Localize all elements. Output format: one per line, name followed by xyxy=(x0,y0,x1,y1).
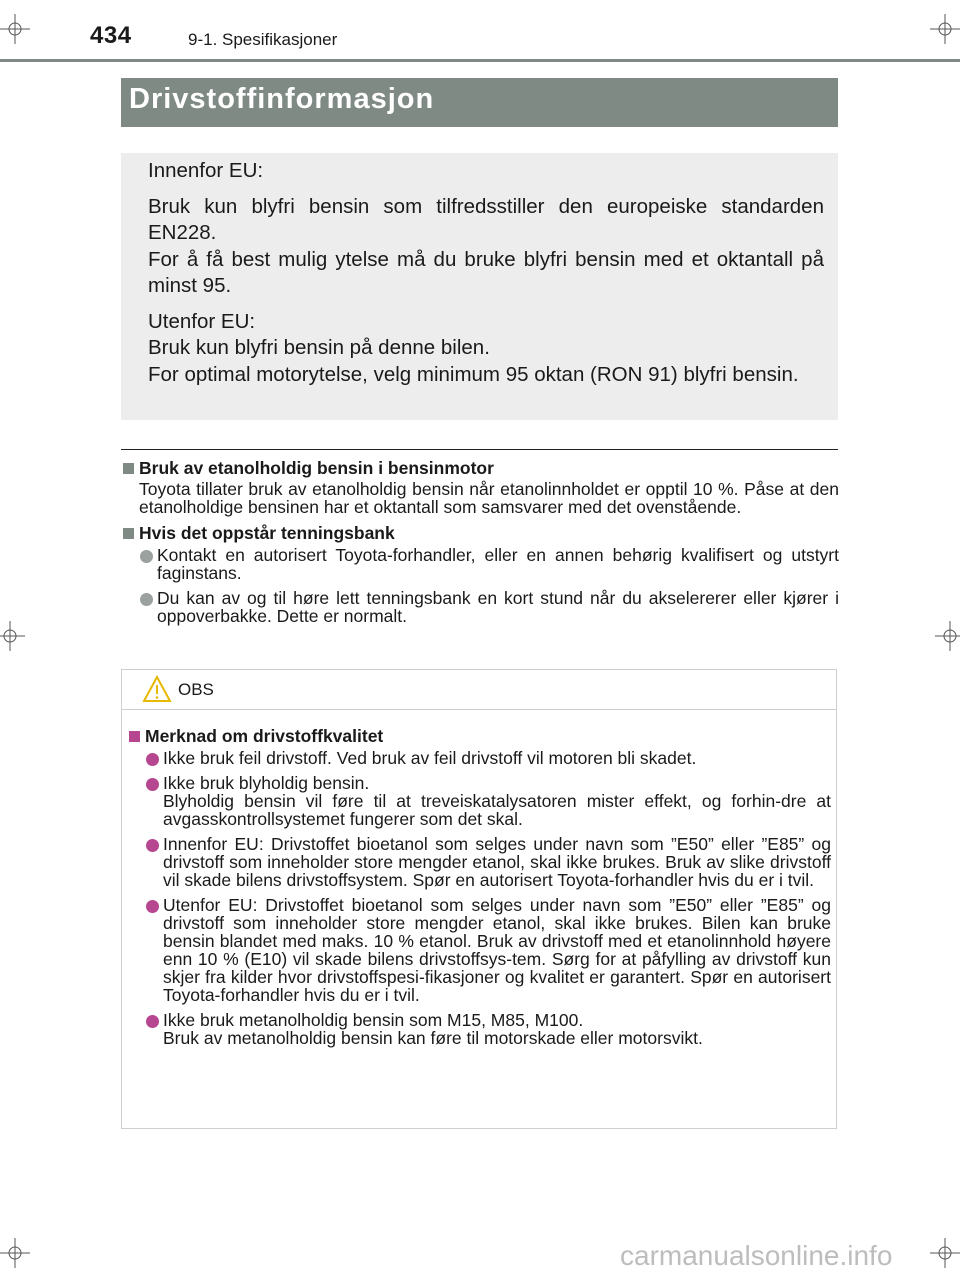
section-divider xyxy=(121,449,838,450)
list-item: Du kan av og til høre lett tenningsbank en kort stund når du akselererer eller kjører i oppoverbakke. Dette er normalt. xyxy=(121,589,839,625)
info-line: Bruk kun blyfri bensin på denne bilen. xyxy=(148,336,490,359)
caution-item: Ikke bruk blyholdig bensin. Blyholdig bensin vil føre til at treveiskatalysatoren mister effekt, og forhin-dre at avgasskontrollsystemet fungerer som det skal. xyxy=(127,774,831,828)
crop-mark-bottom-right xyxy=(930,1238,960,1268)
watermark: carmanualsonline.info xyxy=(620,1240,893,1271)
caution-item: Utenfor EU: Drivstoffet bioetanol som selges under navn som ”E50” eller ”E85” og drivstoff som inneholder store mengder etanol, skal ikke brukes. Bilen kan bruke bensin blandet med maks. 10 % etanol. Bruk av drivstoff med et etanolinnhold høyere enn 10 % (E10) vil skade bilens drivstoffsys-tem. Sørg for at påfylling av drivstoff kun skjer fra kilder hvor drivstoffspesi-fikasjoner og kvalitet er garantert. Spør en autorisert Toyota-forhandler hvis du er i tvil. xyxy=(127,896,831,1004)
section-title: Drivstoffinformasjon xyxy=(129,83,435,115)
section-heading: Hvis det oppstår tenningsbank xyxy=(121,524,839,542)
round-bullet-icon xyxy=(146,753,159,766)
info-line: Innenfor EU: xyxy=(148,159,264,182)
square-bullet-icon xyxy=(129,731,140,742)
caution-heading: Merknad om drivstoffkvalitet xyxy=(127,727,831,745)
round-bullet-icon xyxy=(140,593,153,606)
square-bullet-icon xyxy=(123,528,134,539)
round-bullet-icon xyxy=(146,778,159,791)
caution-item: Ikke bruk feil drivstoff. Ved bruk av feil drivstoff vil motoren bli skadet. xyxy=(127,749,831,767)
warning-triangle-icon xyxy=(142,675,172,708)
caution-item: Ikke bruk metanolholdig bensin som M15, M85, M100. Bruk av metanolholdig bensin kan føre til motorskade eller motorsvikt. xyxy=(127,1011,831,1047)
crop-mark-top-right xyxy=(930,14,960,44)
section-title-bar xyxy=(121,78,838,127)
page-number: 434 xyxy=(90,22,132,49)
info-line: For optimal motorytelse, velg minimum 95 oktan (RON 91) blyfri bensin. xyxy=(148,362,799,386)
square-bullet-icon xyxy=(123,463,134,474)
round-bullet-icon xyxy=(146,1015,159,1028)
crop-mark-top-left xyxy=(0,14,30,44)
caution-header xyxy=(122,670,836,710)
list-item: Kontakt en autorisert Toyota-forhandler, eller en annen behørig kvalifisert og utstyrt faginstans. xyxy=(121,546,839,582)
round-bullet-icon xyxy=(140,550,153,563)
fuel-info-box xyxy=(121,153,838,420)
section-paragraph: Toyota tillater bruk av etanolholdig bensin når etanolinnholdet er opptil 10 %. Påse at den etanolholdige bensinen har et oktantall som samsvarer med det ovenstående. xyxy=(139,479,839,517)
round-bullet-icon xyxy=(146,900,159,913)
info-line: Utenfor EU: xyxy=(148,309,256,333)
chapter-title: 9-1. Spesifikasjoner xyxy=(188,30,338,49)
body-sections xyxy=(121,459,839,625)
crop-mark-bottom-left xyxy=(0,1238,30,1268)
caution-item: Innenfor EU: Drivstoffet bioetanol som selges under navn som ”E50” eller ”E85” og drivstoff som inneholder store mengder etanol, skal ikke brukes. Bruk av slike drivstoff vil skade bilens drivstoffsystem. Spør en autorisert Toyota-forhandler hvis du er i tvil. xyxy=(127,835,831,889)
round-bullet-icon xyxy=(146,839,159,852)
caution-label: OBS xyxy=(178,680,214,699)
section-heading: Bruk av etanolholdig bensin i bensinmotor xyxy=(121,459,839,477)
crop-mark-mid-left xyxy=(0,621,25,651)
header-rule xyxy=(0,59,960,62)
caution-box xyxy=(121,669,837,1129)
info-line: For å få best mulig ytelse må du bruke blyfri bensin med et oktantall på minst 95. xyxy=(148,247,824,297)
info-line: Bruk kun blyfri bensin som tilfredsstiller den europeiske standarden EN228. xyxy=(148,194,824,244)
crop-mark-mid-right xyxy=(935,621,960,651)
